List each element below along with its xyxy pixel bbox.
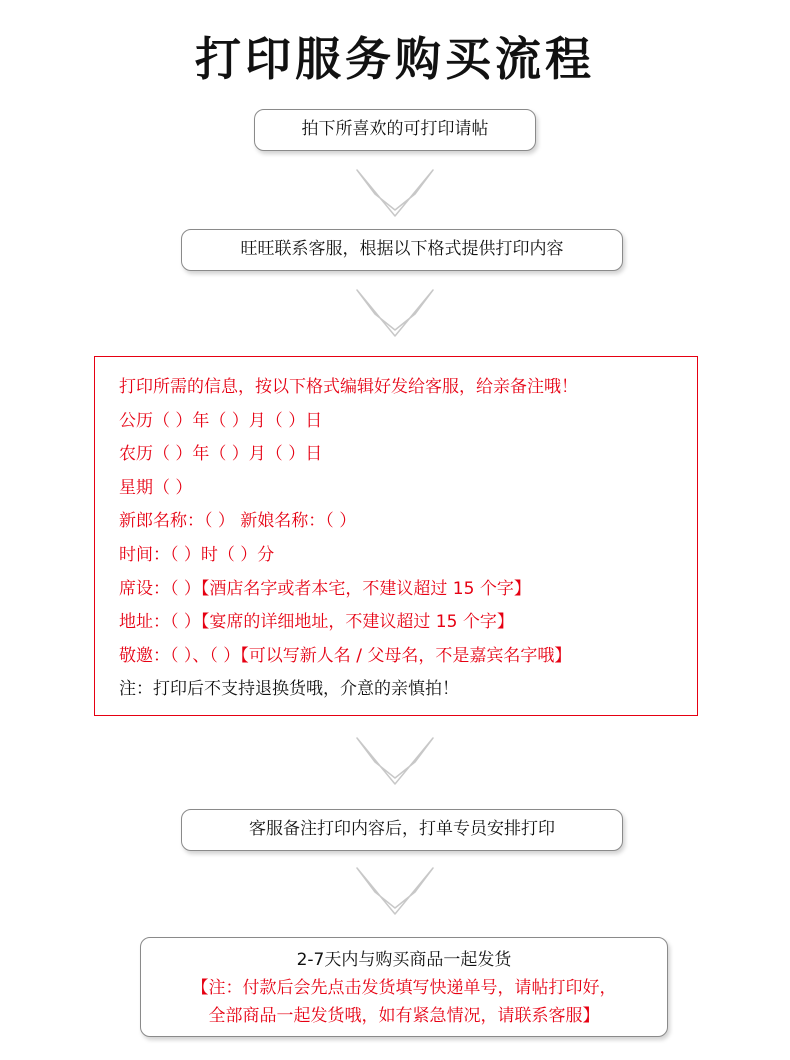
info-invite: 敬邀：（ ）、（ ）【可以写新人名 / 父母名，不是嘉宾名字哦】 (119, 645, 572, 666)
down-arrow-icon (335, 732, 455, 792)
shipping-note-line-2: 全部商品一起发货哦，如有紧急情况，请联系客服】 (208, 1006, 600, 1026)
shipping-main-text: 2-7天内与购买商品一起发货 (296, 950, 512, 970)
shipping-note-line-1: 【注：付款后会先点击发货填写快递单号，请帖打印好， (191, 978, 617, 998)
info-banquet: 席设：（ ）【酒店名字或者本宅，不建议超过 15 个字】 (119, 578, 531, 599)
info-address: 地址：（ ）【宴席的详细地址，不建议超过 15 个字】 (119, 612, 514, 633)
step-contact-service: 旺旺联系客服，根据以下格式提供打印内容 (181, 229, 623, 271)
info-header: 打印所需的信息，按以下格式编辑好发给客服，给亲备注哦！ (119, 377, 578, 397)
print-info-box (94, 356, 698, 716)
info-time: 时间：（ ）时（ ）分 (119, 544, 275, 565)
page-title: 打印服务购买流程 (195, 32, 595, 86)
info-notice: 注：打印后不支持退换货哦，介意的亲慎拍！ (119, 679, 459, 700)
step-arrange-printing: 客服备注打印内容后，打单专员安排打印 (181, 809, 623, 851)
step-select-invitation: 拍下所喜欢的可打印请帖 (254, 109, 536, 151)
down-arrow-icon (335, 862, 455, 922)
info-solar-date: 公历（ ）年（ ）月（ ）日 (119, 410, 323, 431)
info-lunar-date: 农历（ ）年（ ）月（ ）日 (119, 444, 323, 465)
down-arrow-icon (335, 284, 455, 344)
info-weekday: 星期（ ） (119, 477, 193, 498)
step-shipping (140, 937, 668, 1037)
down-arrow-icon (335, 164, 455, 224)
info-names: 新郎名称：（ ） 新娘名称：（ ） (119, 511, 357, 532)
